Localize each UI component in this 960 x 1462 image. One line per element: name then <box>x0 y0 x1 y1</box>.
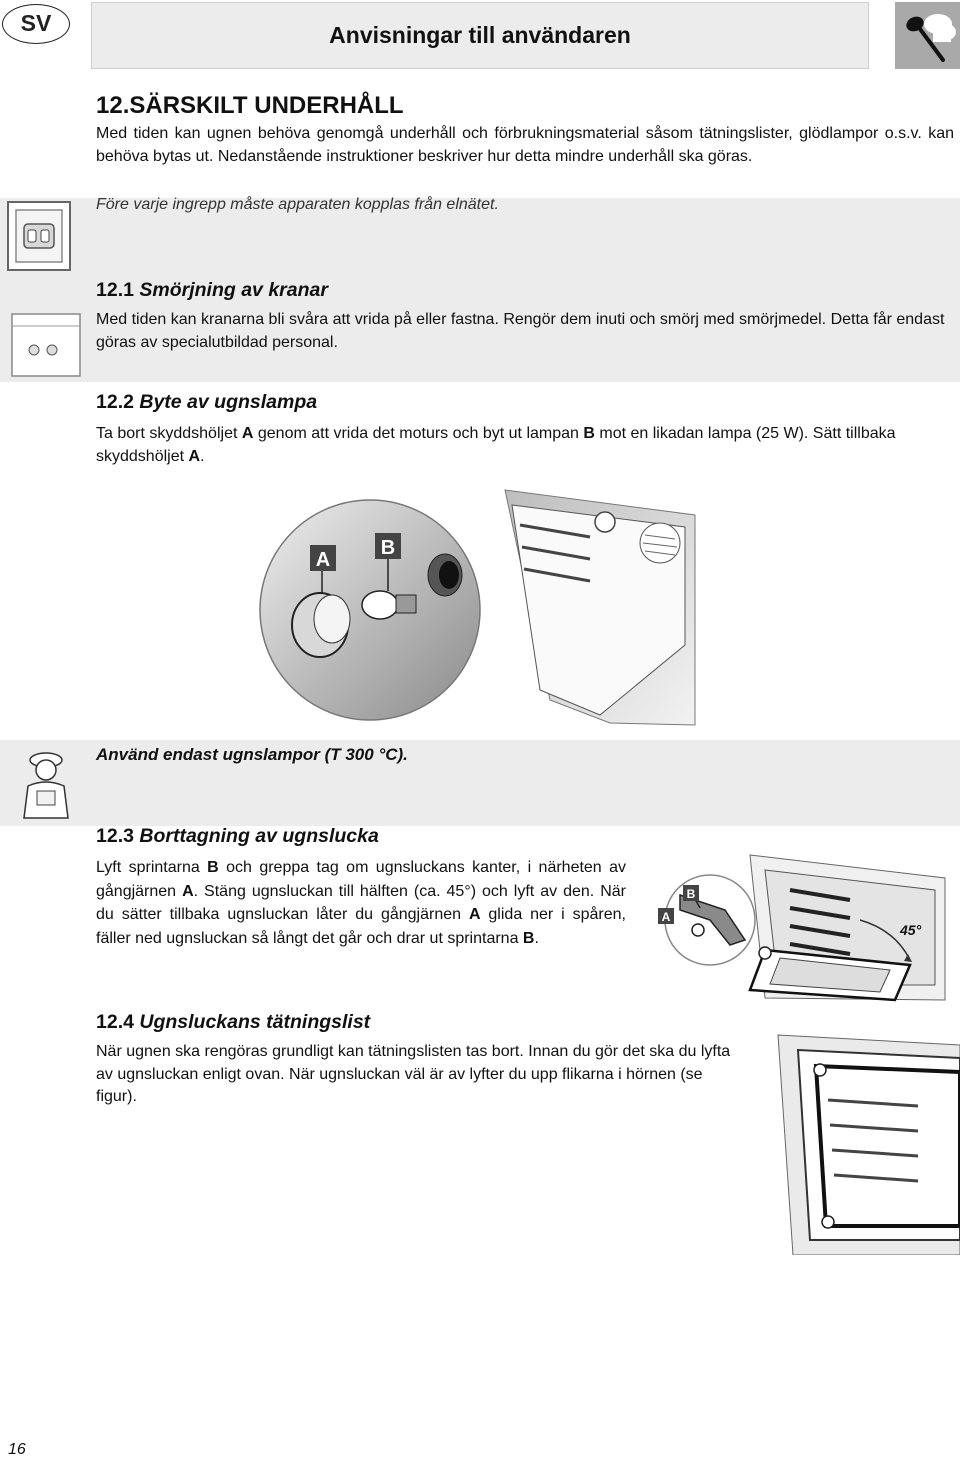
chef-hat-icon <box>895 2 960 69</box>
ref-b: B <box>583 425 595 442</box>
lamp-note: Använd endast ugnslampor (T 300 °C). <box>96 745 408 764</box>
sub3-heading <box>96 825 379 848</box>
ref-b: B <box>207 859 219 876</box>
sub3-body: Lyft sprintarna B och greppa tag om ugnsluckans kanter, i närheten av gångjärnen A. Stäng ugnsluckan till hälften (ca. 45°) och lyft av den. När du sätter tillbaka ugnsluckan låter du gångjärnen A glida ner i spåren, fäller ned ugnsluckan så långt det går och drar ut sprintarna B. <box>96 859 627 947</box>
door-gasket-figure <box>768 1030 960 1255</box>
sub3-number: 12.3 <box>96 825 134 847</box>
oven-knobs-icon <box>10 310 82 382</box>
ref-a: A <box>468 906 481 923</box>
sub4-heading <box>96 1011 370 1034</box>
ref-a: A <box>182 882 194 900</box>
angle-label: 45° <box>900 922 922 938</box>
label-a: A <box>661 910 671 924</box>
section-title: 12.SÄRSKILT UNDERHÅLL <box>96 92 404 119</box>
safety-warning: Före varje ingrepp måste apparaten kopplas från elnätet. <box>96 196 499 213</box>
page-number: 16 <box>8 1441 26 1458</box>
sub2-heading <box>96 391 317 414</box>
label-b: B <box>380 537 396 559</box>
section-intro: Med tiden kan ugnen behöva genomgå underhåll och förbrukningsmaterial såsom tätningslister, glödlampor o.s.v. kan behöva bytas ut. Nedanstående instruktioner beskriver hur detta mindre underhåll ska göras. <box>96 125 954 165</box>
sub1-title: Smörjning av kranar <box>139 279 328 301</box>
ref-a: A <box>241 425 254 442</box>
page-title: Anvisningar till användaren <box>329 22 631 48</box>
sub2-title: Byte av ugnslampa <box>139 391 318 413</box>
sub1-body: Med tiden kan kranarna bli svåra att vrida på eller fastna. Rengör dem inuti och smörj med smörjmedel. Detta får endast göras av specialutbildad personal. <box>96 311 945 351</box>
chef-logo <box>895 2 960 69</box>
label-a: A <box>315 549 331 571</box>
ref-b: B <box>522 929 535 947</box>
door-removal-figure <box>650 850 950 1005</box>
ref-a: A <box>188 447 201 465</box>
sub4-number: 12.4 <box>96 1011 134 1033</box>
language-badge: SV <box>2 4 70 44</box>
sub3-title: Borttagning av ugnslucka <box>139 825 379 847</box>
oven-lamp-figure <box>250 485 700 735</box>
sub1-heading <box>96 279 328 302</box>
technician-icon <box>10 746 82 822</box>
page-header <box>91 2 869 69</box>
sub2-body: Ta bort skyddshöljet A genom att vrida det moturs och byt ut lampan B mot en likadan lampa (25 W). Sätt tillbaka skyddshöljet A. <box>96 425 896 465</box>
sub2-number: 12.2 <box>96 391 134 413</box>
sub4-title: Ugnsluckans tätningslist <box>139 1011 371 1033</box>
label-b: B <box>686 887 696 901</box>
unplug-warning-icon <box>6 200 72 272</box>
sub1-number: 12.1 <box>96 279 134 301</box>
sub4-body: När ugnen ska rengöras grundligt kan tätningslisten tas bort. Innan du gör det ska du lyfta av ugnsluckan enligt ovan. När ugnsluckan väl är av lyfter du upp flikarna i hörnen (se figur). <box>96 1043 731 1105</box>
